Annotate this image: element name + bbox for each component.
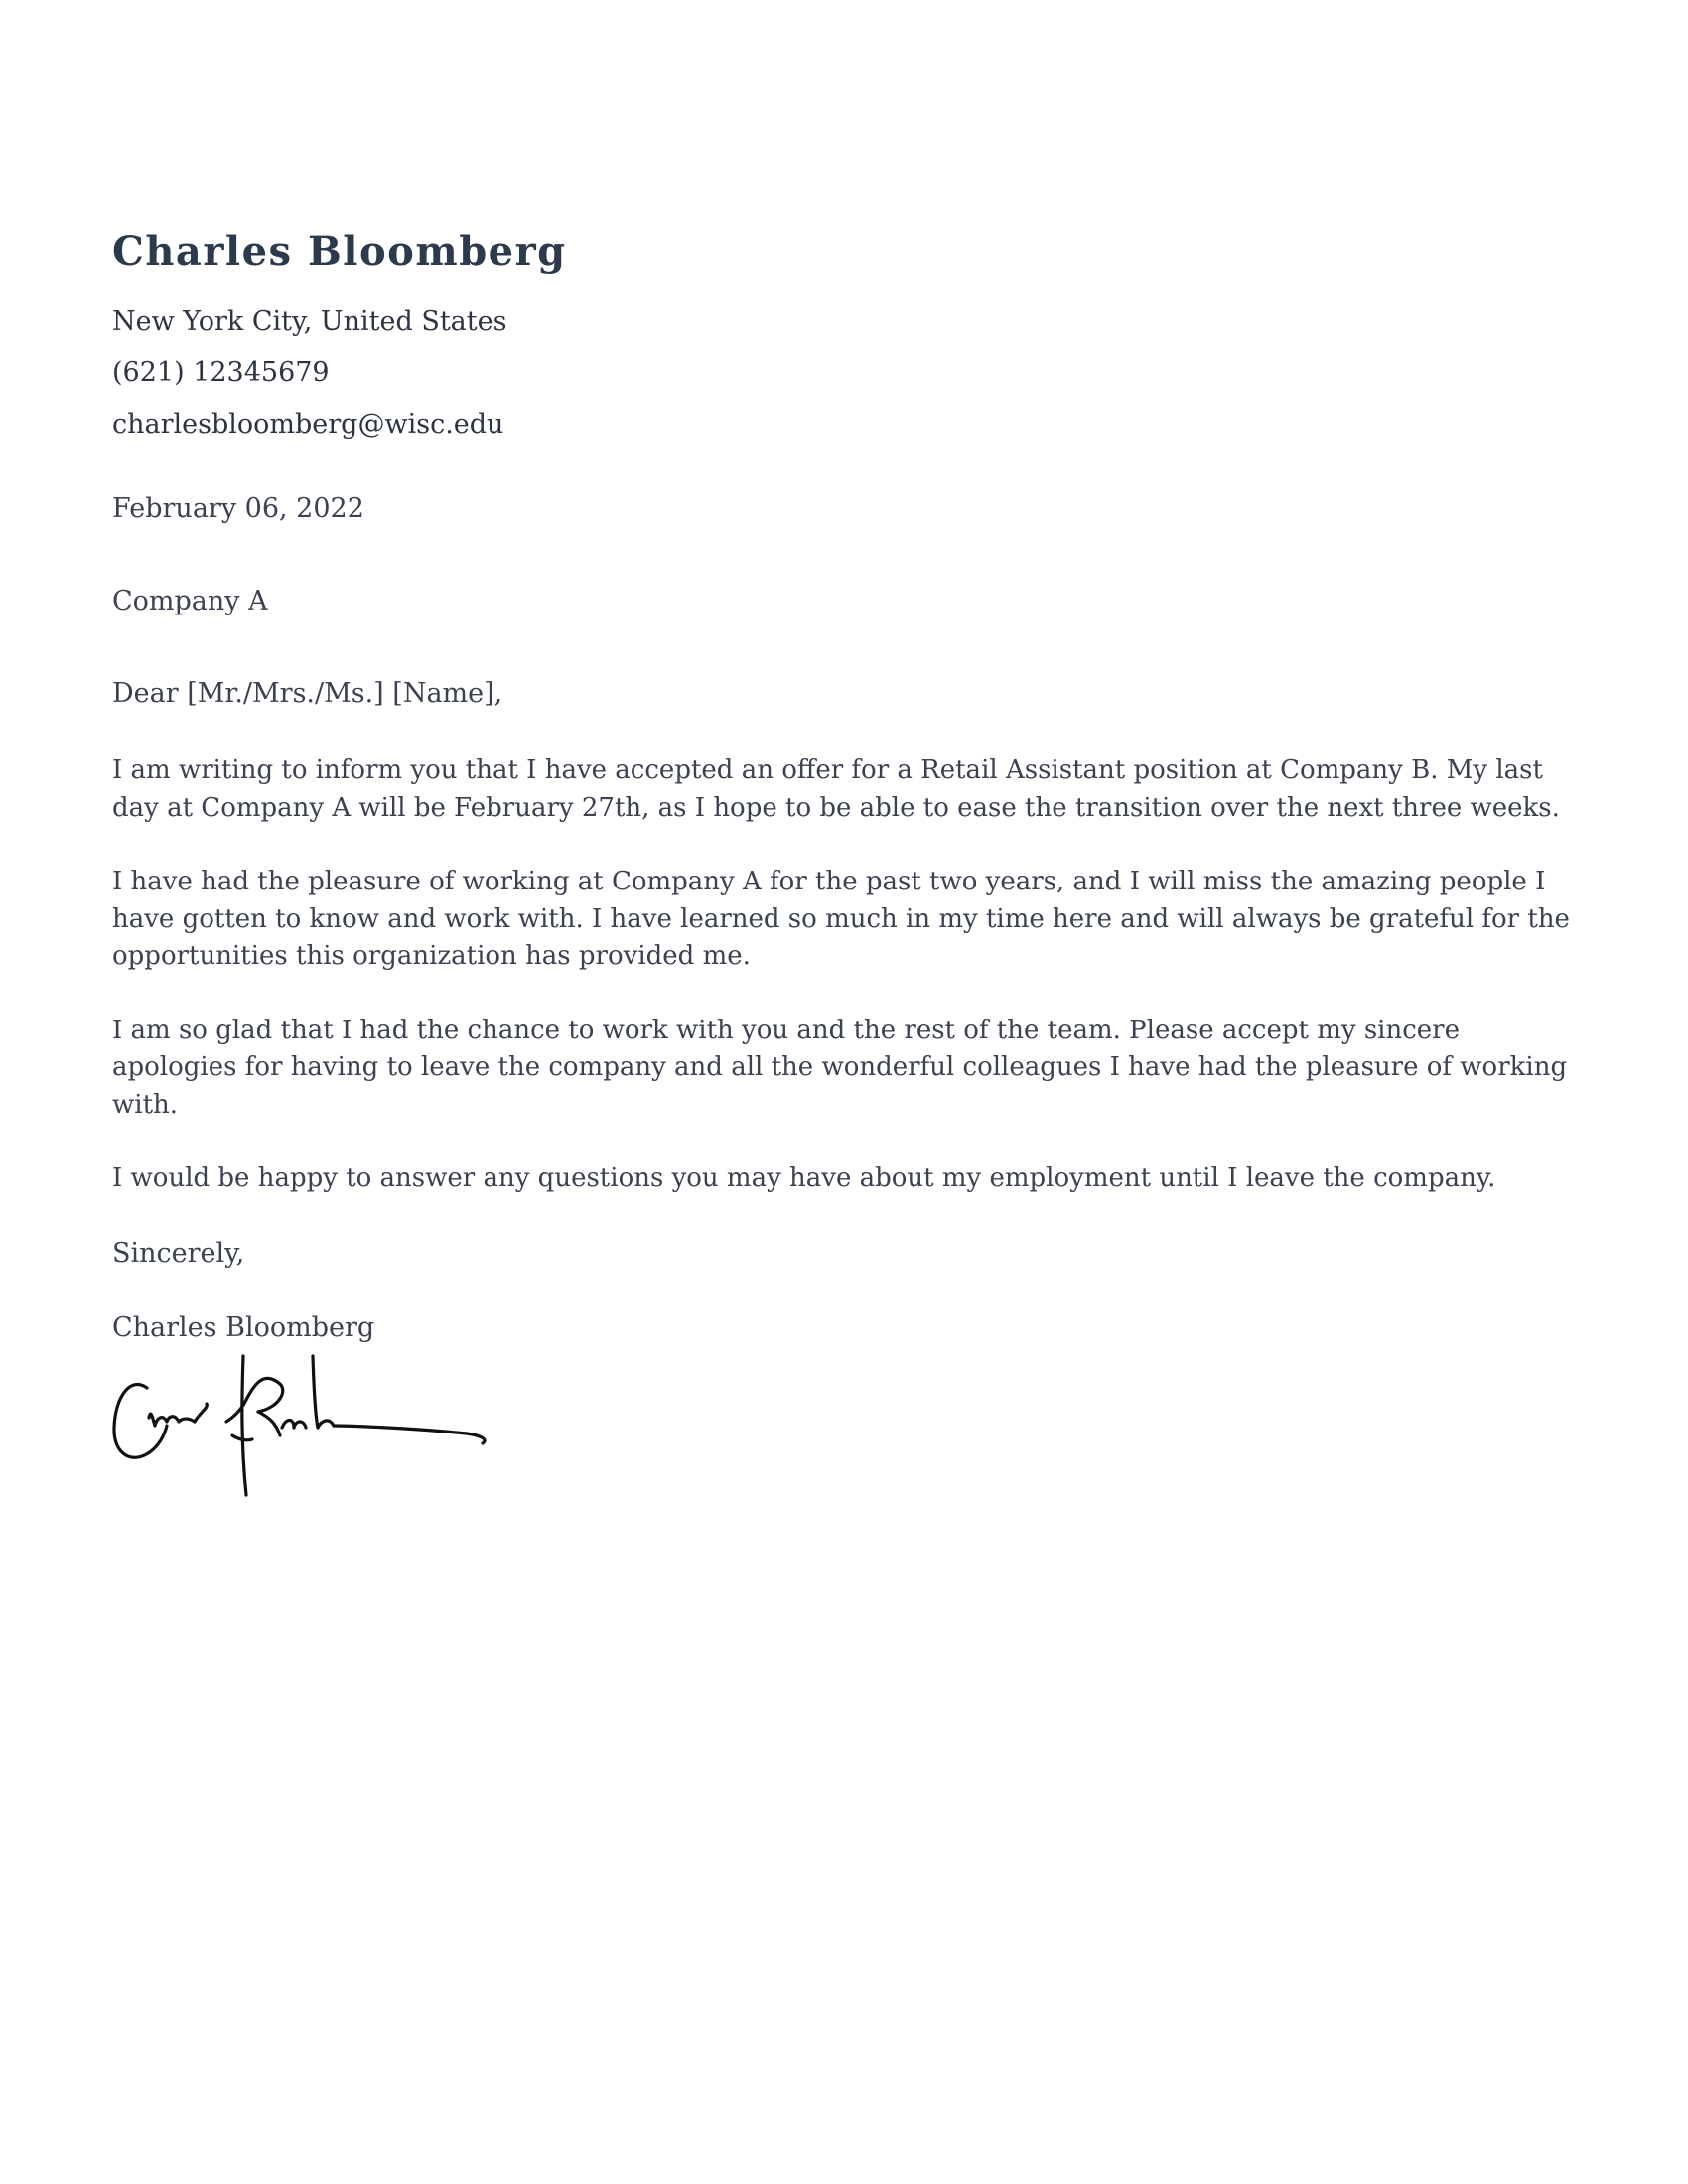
closing: Sincerely, <box>112 1237 245 1269</box>
signer-name: Charles Bloomberg <box>112 1311 375 1343</box>
handwritten-signature <box>109 1348 526 1497</box>
salutation: Dear [Mr./Mrs./Ms.] [Name], <box>112 678 503 709</box>
body-paragraph: I am so glad that I had the chance to work with you and the rest of the team. Please accept my sincere apologies for having to leave the company and all the wonderful colleagues I have had the pleasure of working with. <box>112 1015 1568 1120</box>
body-paragraph: I have had the pleasure of working at Company A for the past two years, and I will miss the amazing people I have gotten to know and work with. I have learned so much in my time here and will always be grateful for the opportunities this organization has provided me. <box>112 867 1570 971</box>
sender-email: charlesbloomberg@wisc.edu <box>112 409 504 440</box>
sender-name: Charles Bloomberg <box>112 228 567 275</box>
recipient-company: Company A <box>112 586 268 616</box>
sender-phone: (621) 12345679 <box>112 357 330 388</box>
body-paragraph: I am writing to inform you that I have accepted an offer for a Retail Assistant position at Company B. My last day at Company A will be February 27th, as I hope to be able to ease the transition over the next three weeks. <box>112 755 1560 823</box>
letter-content <box>112 226 1582 1347</box>
letter-date: February 06, 2022 <box>112 493 364 524</box>
letter-body <box>112 752 1582 1198</box>
body-paragraph: I would be happy to answer any questions you may have about my employment until I leave the company. <box>112 1163 1496 1193</box>
sender-contact <box>112 296 1582 451</box>
sender-location: New York City, United States <box>112 306 507 337</box>
